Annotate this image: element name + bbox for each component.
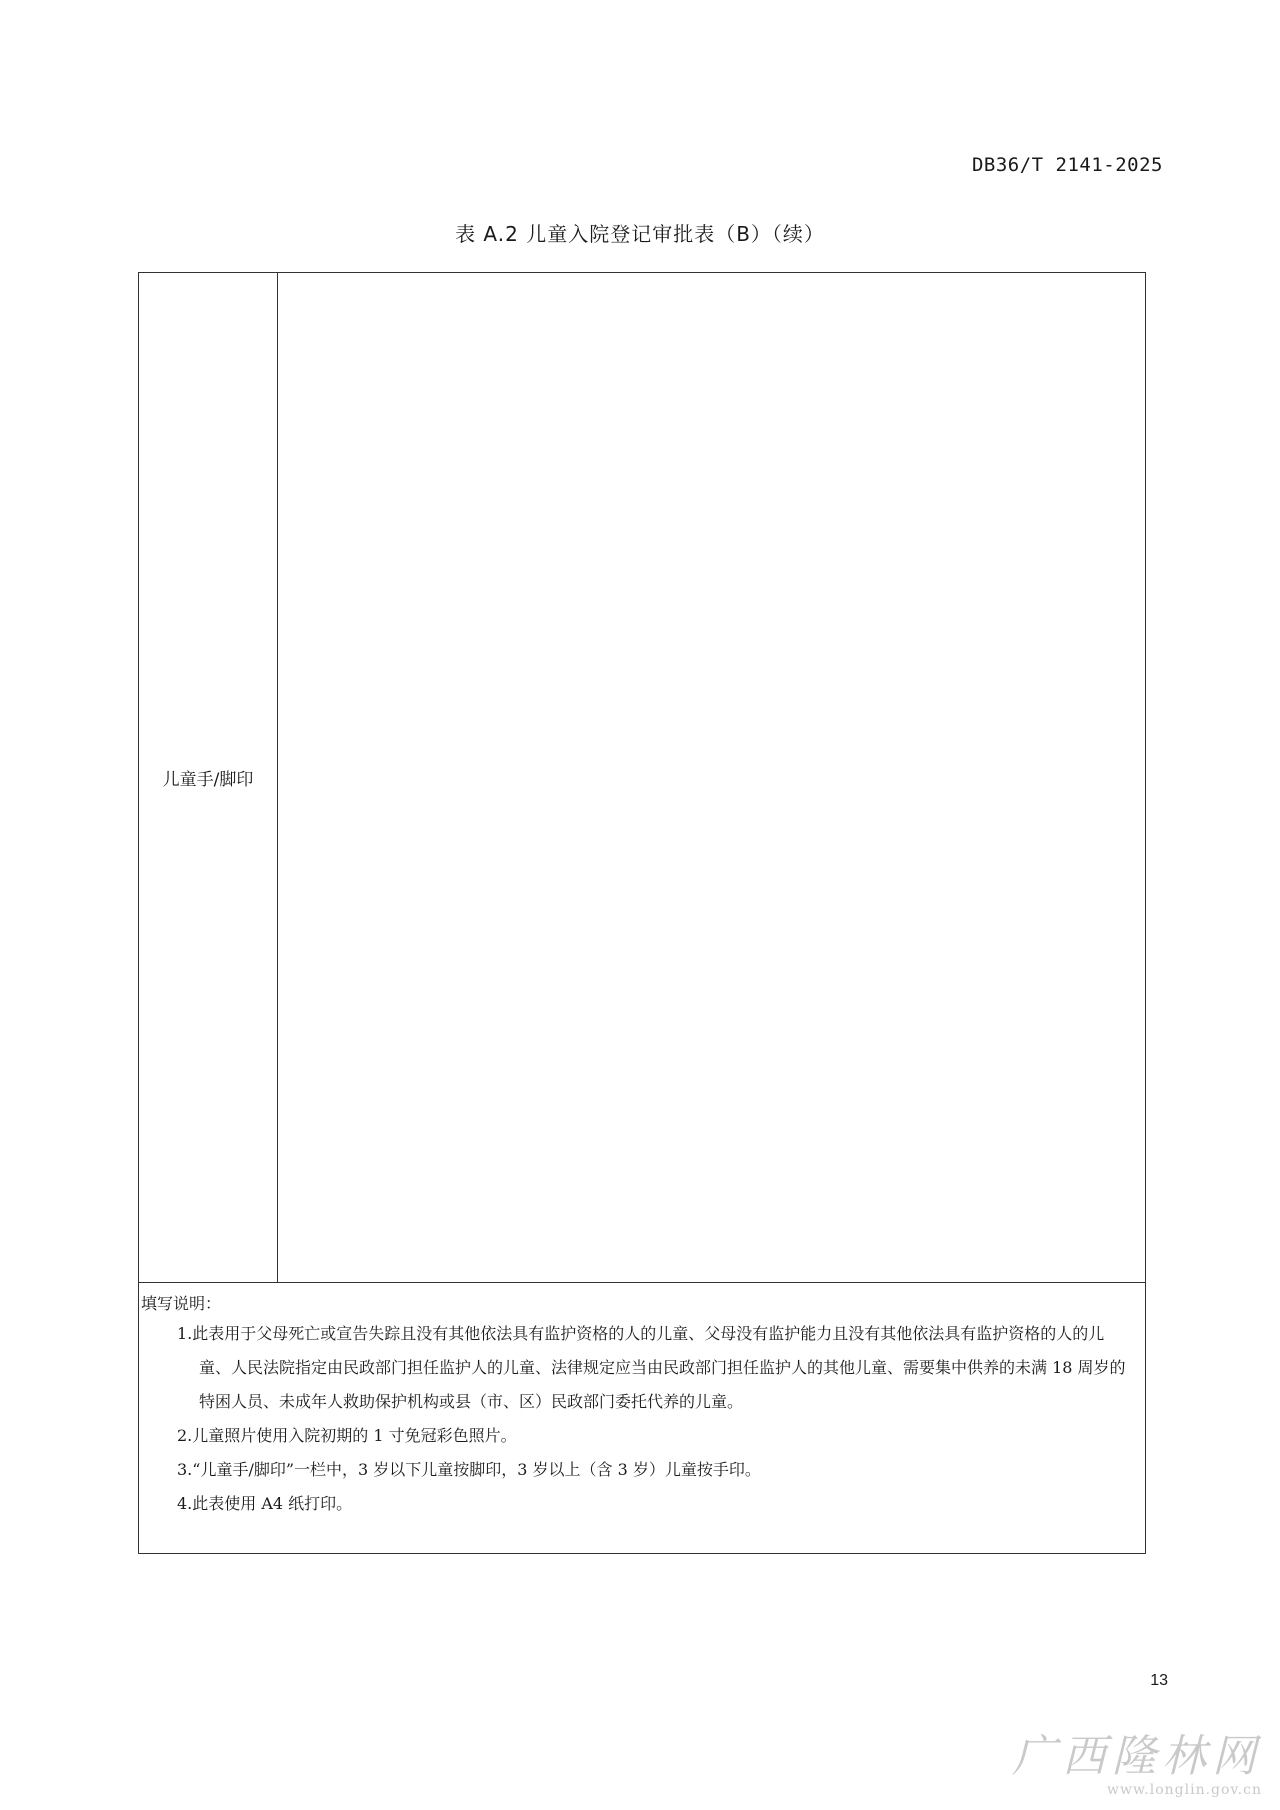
note-item: 1.此表用于父母死亡或宣告失踪且没有其他依法具有监护资格的人的儿童、父母没有监护能力且没有其他依法具有监护资格的人的儿童、人民法院指定由民政部门担任监护人的儿童、法律规定应当由民政部门担任监护人的其他儿童、需要集中供养的未满 18 周岁的特困人员、未成年人救助保护机构或县（市、区）民政部门委托代养的儿童。 (177, 1324, 1126, 1411)
hand-foot-print-area (278, 273, 1145, 1282)
document-code: DB36/T 2141-2025 (971, 154, 1163, 176)
note-item: 4.此表使用 A4 纸打印。 (177, 1494, 353, 1513)
watermark-name: 广西隆林网 (1012, 1731, 1262, 1782)
filling-instructions (139, 1282, 1145, 1553)
note-item: 3.“儿童手/脚印”一栏中，3 岁以下儿童按脚印，3 岁以上（含 3 岁）儿童按手印。 (177, 1460, 761, 1479)
site-watermark (1012, 1732, 1262, 1798)
note-item: 2.儿童照片使用入院初期的 1 寸免冠彩色照片。 (177, 1426, 517, 1445)
notes-heading: 填写说明： (141, 1294, 222, 1313)
registration-form-table (138, 272, 1146, 1554)
watermark-url: www.longlin.gov.cn (1107, 1782, 1262, 1798)
row-label: 儿童手/脚印 (162, 770, 254, 790)
table-title: 表 A.2 儿童入院登记审批表（B）（续） (455, 222, 825, 246)
row-label-cell (139, 273, 278, 1282)
page-number: 13 (1150, 1672, 1168, 1689)
